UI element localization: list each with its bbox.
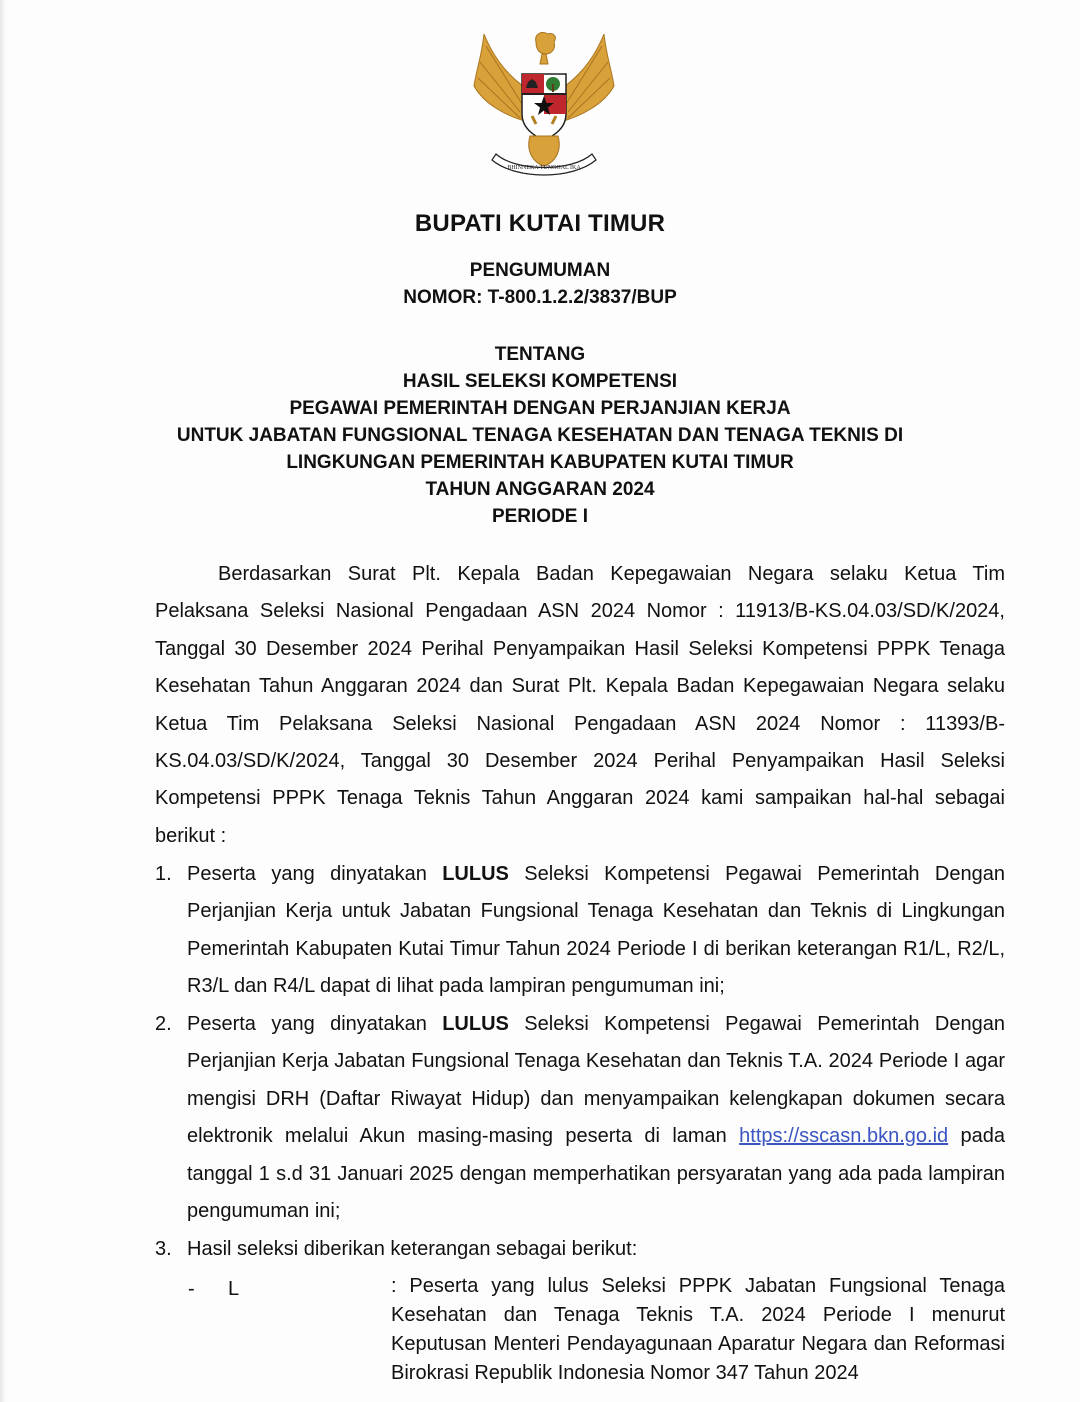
title-line-3: PEGAWAI PEMERINTAH DENGAN PERJANJIAN KERJA	[289, 398, 791, 419]
doc-number: NOMOR: T-800.1.2.2/3837/BUP	[403, 287, 677, 308]
item-2-pre: Peserta yang dinyatakan	[187, 1013, 443, 1035]
item-2-post2: pada tanggal 1 s.d 31 Januari 2025 dengan memperhatikan persyaratan yang ada pada lampiran pengumuman ini;	[187, 1125, 1005, 1223]
definition-desc: : Peserta yang lulus Seleksi PPPK Jabatan Fungsional Tenaga Kesehatan dan Tenaga Teknis T.A. 2024 Periode I menurut Keputusan Menteri Pendayagunaan Aparatur Negara dan Reformasi Birokrasi Republik Indonesia Nomor 347 Tahun 2024	[391, 1275, 1005, 1384]
title-line-4: UNTUK JABATAN FUNGSIONAL TENAGA KESEHATAN DAN TENAGA TEKNIS DI	[176, 425, 904, 446]
item-1-number: 1.	[155, 863, 172, 885]
item-2-post: Seleksi Kompetensi Pegawai Pemerintah Dengan Perjanjian Kerja Jabatan Fungsional Tenaga Kesehatan dan Teknis T.A. 2024 Periode I agar mengisi DRH (Daftar Riwayat Hidup) dan menyampaikan kelengkapan dokumen secara elektronik melalui Akun masing-masing peserta di laman	[187, 1013, 1005, 1148]
garuda-emblem-icon	[466, 24, 622, 184]
emblem-motto: BHINNEKA TUNGGAL IKA	[507, 165, 581, 171]
title-line-2: HASIL SELEKSI KOMPETENSI	[402, 371, 678, 392]
item-1-text	[187, 856, 1005, 1006]
item-3-number: 3.	[155, 1238, 172, 1260]
intro-paragraph: Berdasarkan Surat Plt. Kepala Badan Kepegawaian Negara selaku Ketua Tim Pelaksana Seleksi Nasional Pengadaan ASN 2024 Nomor : 11913/B-KS.04.03/SD/K/2024, Tanggal 30 Desember 2024 Perihal Penyampaikan Hasil Seleksi Kompetensi PPPK Tenaga Kesehatan Tahun Anggaran 2024 dan Surat Plt. Kepala Badan Kepegawaian Negara selaku Ketua Tim Pelaksana Seleksi Nasional Pengadaan ASN 2024 Nomor : 11393/B-KS.04.03/SD/K/2024, Tanggal 30 Desember 2024 Perihal Penyampaikan Hasil Seleksi Kompetensi PPPK Tenaga Teknis Tahun Anggaran 2024 kami sampaikan hal-hal sebagai berikut :	[155, 563, 1005, 847]
definition-term: L	[228, 1278, 240, 1300]
title-line-6: TAHUN ANGGARAN 2024	[425, 479, 655, 500]
title-line-1: TENTANG	[494, 344, 586, 365]
authority-title: BUPATI KUTAI TIMUR	[414, 210, 666, 237]
item-1-bold: LULUS	[442, 863, 509, 885]
item-2-bold: LULUS	[442, 1013, 509, 1035]
item-1-post: Seleksi Kompetensi Pegawai Pemerintah Dengan Perjanjian Kerja untuk Jabatan Fungsional Tenaga Kesehatan dan Teknis di Lingkungan Pemerintah Kabupaten Kutai Timur Tahun 2024 Periode I di berikan keterangan R1/L, R2/L, R3/L dan R4/L dapat di lihat pada lampiran pengumuman ini;	[187, 863, 1005, 998]
title-line-5: LINGKUNGAN PEMERINTAH KABUPATEN KUTAI TIMUR	[286, 452, 794, 473]
item-2-text	[187, 1006, 1005, 1230]
item-2-number: 2.	[155, 1013, 172, 1035]
item-3-text: Hasil seleksi diberikan keterangan sebagai berikut:	[187, 1238, 638, 1260]
title-line-7: PERIODE I	[491, 506, 589, 527]
sscasn-link[interactable]: https://sscasn.bkn.go.id	[739, 1125, 949, 1148]
doc-type: PENGUMUMAN	[469, 260, 611, 281]
definition-dash: -	[188, 1278, 195, 1300]
item-1-pre: Peserta yang dinyatakan	[187, 863, 443, 885]
